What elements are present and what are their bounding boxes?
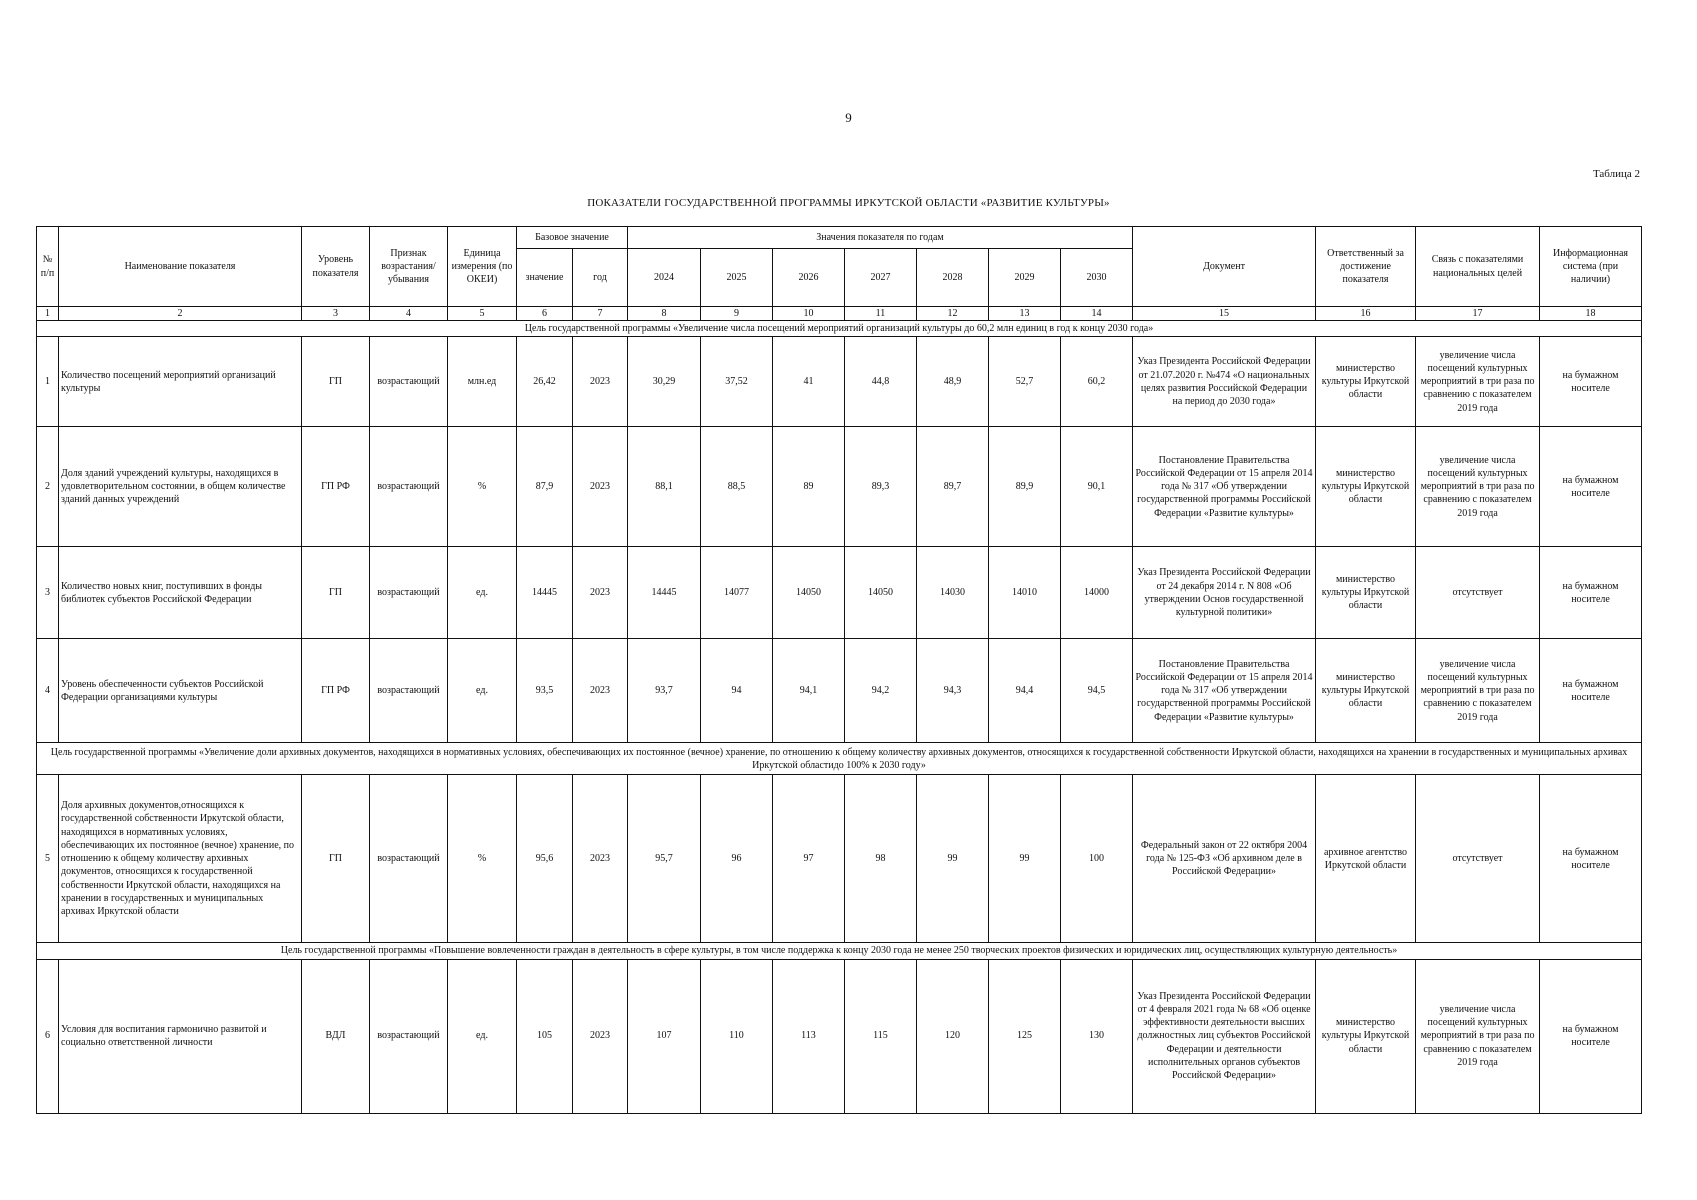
header-level: Уровень показателя	[302, 227, 370, 307]
row-number: 2	[37, 427, 59, 547]
year-value: 60,2	[1061, 337, 1133, 427]
column-number: 16	[1316, 307, 1416, 321]
year-value: 88,1	[628, 427, 701, 547]
year-value: 14050	[845, 547, 917, 639]
base-year: 2023	[573, 427, 628, 547]
national-goal-link: отсутствует	[1416, 547, 1540, 639]
header-year: 2028	[917, 249, 989, 307]
column-number: 1	[37, 307, 59, 321]
document-title: ПОКАЗАТЕЛИ ГОСУДАРСТВЕННОЙ ПРОГРАММЫ ИРКУТСКОЙ ОБЛАСТИ «РАЗВИТИЕ КУЛЬТУРЫ»	[587, 197, 1110, 209]
table-row	[37, 775, 1642, 943]
year-value: 37,52	[701, 337, 773, 427]
year-value: 96	[701, 775, 773, 943]
year-value: 107	[628, 959, 701, 1113]
header-sign: Признак возрастания/ убывания	[370, 227, 448, 307]
responsible-body: министерство культуры Иркутской области	[1316, 639, 1416, 743]
header-year: 2024	[628, 249, 701, 307]
header-year: 2027	[845, 249, 917, 307]
header-year: 2029	[989, 249, 1061, 307]
header-year: 2030	[1061, 249, 1133, 307]
year-value: 89,9	[989, 427, 1061, 547]
row-number: 6	[37, 959, 59, 1113]
national-goal-link: увеличение числа посещений культурных мероприятий в три раза по сравнению с показателем 2019 года	[1416, 427, 1540, 547]
document-reference: Постановление Правительства Российской Федерации от 15 апреля 2014 года № 317 «Об утверждении государственной программы Российской Федерации «Развитие культуры»	[1133, 427, 1316, 547]
indicator-level: ГП	[302, 775, 370, 943]
info-system: на бумажном носителе	[1540, 547, 1642, 639]
national-goal-link: увеличение числа посещений культурных мероприятий в три раза по сравнению с показателем 2019 года	[1416, 959, 1540, 1113]
column-number: 13	[989, 307, 1061, 321]
year-value: 94	[701, 639, 773, 743]
info-system: на бумажном носителе	[1540, 775, 1642, 943]
document-reference: Указ Президента Российской Федерации от 21.07.2020 г. №474 «О национальных целях развития Российской Федерации на период до 2030 года»	[1133, 337, 1316, 427]
base-value: 105	[517, 959, 573, 1113]
national-goal-link: отсутствует	[1416, 775, 1540, 943]
year-value: 14010	[989, 547, 1061, 639]
year-value: 125	[989, 959, 1061, 1113]
year-value: 14030	[917, 547, 989, 639]
column-number: 4	[370, 307, 448, 321]
column-number: 3	[302, 307, 370, 321]
indicator-level: ГП РФ	[302, 427, 370, 547]
indicator-level: ГП	[302, 337, 370, 427]
indicator-sign: возрастающий	[370, 337, 448, 427]
table-row	[37, 639, 1642, 743]
goal-text: Цель государственной программы «Увеличение доли архивных документов, находящихся в нормативных условиях, обеспечивающих их постоянное (вечное) хранение, по отношению к общему количеству архивных документов, относящихся к государственной собственности Иркутской области, находящихся на хранении в государственных и муниципальных архивах Иркутской областидо 100% к 2030 году»	[37, 743, 1642, 775]
header-name: Наименование показателя	[59, 227, 302, 307]
column-number: 11	[845, 307, 917, 321]
responsible-body: министерство культуры Иркутской области	[1316, 547, 1416, 639]
indicator-unit: ед.	[448, 547, 517, 639]
base-year: 2023	[573, 775, 628, 943]
info-system: на бумажном носителе	[1540, 337, 1642, 427]
info-system: на бумажном носителе	[1540, 639, 1642, 743]
indicator-unit: ед.	[448, 639, 517, 743]
year-value: 14445	[628, 547, 701, 639]
column-number: 9	[701, 307, 773, 321]
column-number: 5	[448, 307, 517, 321]
column-number: 10	[773, 307, 845, 321]
year-value: 95,7	[628, 775, 701, 943]
row-number: 1	[37, 337, 59, 427]
year-value: 90,1	[1061, 427, 1133, 547]
indicator-unit: млн.ед	[448, 337, 517, 427]
year-value: 88,5	[701, 427, 773, 547]
base-year: 2023	[573, 547, 628, 639]
row-number: 4	[37, 639, 59, 743]
base-year: 2023	[573, 639, 628, 743]
row-number: 3	[37, 547, 59, 639]
column-number-row	[37, 307, 1642, 321]
national-goal-link: увеличение числа посещений культурных мероприятий в три раза по сравнению с показателем 2019 года	[1416, 639, 1540, 743]
year-value: 100	[1061, 775, 1133, 943]
header-year: 2026	[773, 249, 845, 307]
indicator-sign: возрастающий	[370, 959, 448, 1113]
column-number: 15	[1133, 307, 1316, 321]
base-value: 93,5	[517, 639, 573, 743]
header-base-year: год	[573, 249, 628, 307]
base-value: 95,6	[517, 775, 573, 943]
indicator-name: Количество новых книг, поступивших в фонды библиотек субъектов Российской Федерации	[59, 547, 302, 639]
year-value: 97	[773, 775, 845, 943]
document-reference: Постановление Правительства Российской Федерации от 15 апреля 2014 года № 317 «Об утверждении государственной программы Российской Федерации «Развитие культуры»	[1133, 639, 1316, 743]
base-value: 87,9	[517, 427, 573, 547]
year-value: 130	[1061, 959, 1133, 1113]
table-row	[37, 547, 1642, 639]
indicator-level: ВДЛ	[302, 959, 370, 1113]
column-number: 14	[1061, 307, 1133, 321]
year-value: 48,9	[917, 337, 989, 427]
indicator-level: ГП РФ	[302, 639, 370, 743]
year-value: 89	[773, 427, 845, 547]
year-value: 14000	[1061, 547, 1133, 639]
year-value: 41	[773, 337, 845, 427]
indicator-name: Доля зданий учреждений культуры, находящихся в удовлетворительном состоянии, в общем количестве зданий данных учреждений	[59, 427, 302, 547]
year-value: 120	[917, 959, 989, 1113]
base-value: 26,42	[517, 337, 573, 427]
column-number: 17	[1416, 307, 1540, 321]
header-document: Документ	[1133, 227, 1316, 307]
table-row	[37, 337, 1642, 427]
indicators-table	[36, 226, 1642, 1114]
header-year: 2025	[701, 249, 773, 307]
responsible-body: архивное агентство Иркутской области	[1316, 775, 1416, 943]
column-number: 12	[917, 307, 989, 321]
header-link: Связь с показателями национальных целей	[1416, 227, 1540, 307]
base-year: 2023	[573, 959, 628, 1113]
goal-row	[37, 943, 1642, 959]
year-value: 14077	[701, 547, 773, 639]
column-number: 18	[1540, 307, 1642, 321]
header-info: Информационная система (при наличии)	[1540, 227, 1642, 307]
indicator-sign: возрастающий	[370, 775, 448, 943]
indicator-unit: ед.	[448, 959, 517, 1113]
year-value: 94,1	[773, 639, 845, 743]
base-year: 2023	[573, 337, 628, 427]
year-value: 30,29	[628, 337, 701, 427]
year-value: 94,2	[845, 639, 917, 743]
responsible-body: министерство культуры Иркутской области	[1316, 959, 1416, 1113]
indicator-sign: возрастающий	[370, 427, 448, 547]
year-value: 94,5	[1061, 639, 1133, 743]
header-num: № п/п	[37, 227, 59, 307]
page-number: 9	[845, 110, 852, 125]
goal-text: Цель государственной программы «Повышение вовлеченности граждан в деятельность в сфере культуры, в том числе поддержка к концу 2030 года не менее 250 творческих проектов физических и юридических лиц, осуществляющих культурную деятельность»	[37, 943, 1642, 959]
year-value: 94,3	[917, 639, 989, 743]
table-label: Таблица 2	[1592, 168, 1640, 180]
year-value: 115	[845, 959, 917, 1113]
year-value: 14050	[773, 547, 845, 639]
year-value: 99	[917, 775, 989, 943]
header-base-value: значение	[517, 249, 573, 307]
year-value: 44,8	[845, 337, 917, 427]
document-reference: Федеральный закон от 22 октября 2004 года № 125-ФЗ «Об архивном деле в Российской Федерации»	[1133, 775, 1316, 943]
goal-text: Цель государственной программы «Увеличение числа посещений мероприятий организаций культуры до 60,2 млн единиц в год к концу 2030 года»	[37, 321, 1642, 337]
column-number: 7	[573, 307, 628, 321]
header-years-group: Значения показателя по годам	[628, 227, 1133, 249]
responsible-body: министерство культуры Иркутской области	[1316, 337, 1416, 427]
year-value: 98	[845, 775, 917, 943]
indicator-name: Доля архивных документов,относящихся к государственной собственности Иркутской области, находящихся в нормативных условиях, обеспечивающих их постоянное (вечное) хранение, по отношению к общему количеству архивных документов, относящихся к государственной собственности Иркутской области, находящихся на хранении в государственных и муниципальных архивах Иркутской области	[59, 775, 302, 943]
year-value: 89,7	[917, 427, 989, 547]
national-goal-link: увеличение числа посещений культурных мероприятий в три раза по сравнению с показателем 2019 года	[1416, 337, 1540, 427]
info-system: на бумажном носителе	[1540, 959, 1642, 1113]
year-value: 110	[701, 959, 773, 1113]
column-number: 8	[628, 307, 701, 321]
responsible-body: министерство культуры Иркутской области	[1316, 427, 1416, 547]
indicator-unit: %	[448, 427, 517, 547]
year-value: 52,7	[989, 337, 1061, 427]
table-row	[37, 427, 1642, 547]
goal-row	[37, 743, 1642, 775]
year-value: 89,3	[845, 427, 917, 547]
document-reference: Указ Президента Российской Федерации от 4 февраля 2021 года № 68 «Об оценке эффективности деятельности высших должностных лиц субъектов Российской Федерации и деятельности исполнительных органов субъектов Российской Федерации»	[1133, 959, 1316, 1113]
year-value: 99	[989, 775, 1061, 943]
header-base: Базовое значение	[517, 227, 628, 249]
indicator-level: ГП	[302, 547, 370, 639]
column-number: 6	[517, 307, 573, 321]
indicator-name: Количество посещений мероприятий организаций культуры	[59, 337, 302, 427]
year-value: 113	[773, 959, 845, 1113]
indicator-sign: возрастающий	[370, 639, 448, 743]
column-number: 2	[59, 307, 302, 321]
year-value: 94,4	[989, 639, 1061, 743]
indicator-name: Уровень обеспеченности субъектов Российской Федерации организациями культуры	[59, 639, 302, 743]
base-value: 14445	[517, 547, 573, 639]
goal-row	[37, 321, 1642, 337]
row-number: 5	[37, 775, 59, 943]
year-value: 93,7	[628, 639, 701, 743]
document-reference: Указ Президента Российской Федерации от 24 декабря 2014 г. N 808 «Об утверждении Основ государственной культурной политики»	[1133, 547, 1316, 639]
table-row	[37, 959, 1642, 1113]
header-responsible: Ответственный за достижение показателя	[1316, 227, 1416, 307]
indicator-unit: %	[448, 775, 517, 943]
header-unit: Единица измерения (по ОКЕИ)	[448, 227, 517, 307]
indicator-name: Условия для воспитания гармонично развитой и социально ответственной личности	[59, 959, 302, 1113]
indicator-sign: возрастающий	[370, 547, 448, 639]
info-system: на бумажном носителе	[1540, 427, 1642, 547]
